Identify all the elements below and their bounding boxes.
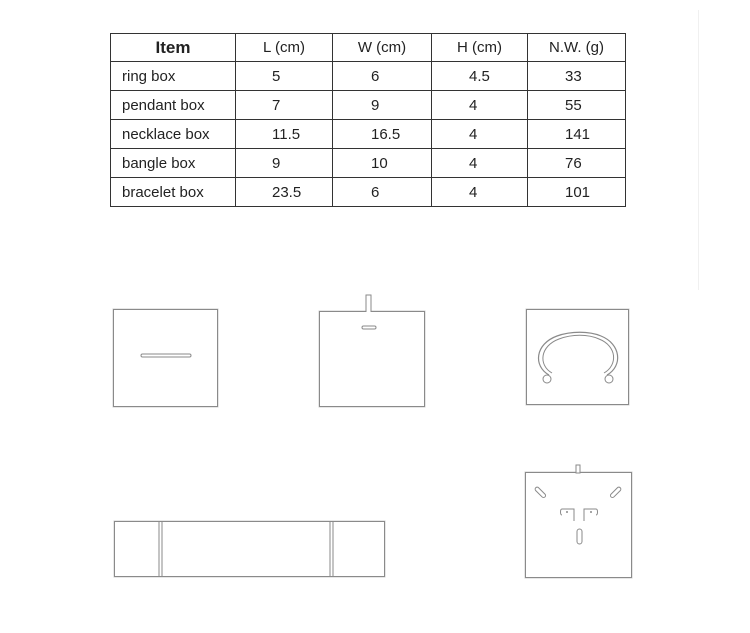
cell-length: 5 [236,62,333,91]
table-row [111,149,626,178]
cell-net-weight: 33 [528,62,626,91]
table-row [111,120,626,149]
cell-height: 4 [432,178,528,207]
cell-net-weight: 76 [528,149,626,178]
table-row [111,178,626,207]
cell-item: bangle box [111,149,236,178]
spec-table [110,33,626,207]
cell-item: bracelet box [111,178,236,207]
bangle-icon [527,310,628,404]
bangle-box-drawing [526,309,629,405]
cell-length: 9 [236,149,333,178]
cell-width: 6 [333,62,432,91]
header-net-weight: N.W. (g) [528,34,626,62]
ring-box-drawing [113,309,218,407]
pendant-hook-icon [320,312,424,406]
cell-item: ring box [111,62,236,91]
necklace-box-drawing [525,472,632,578]
cell-width: 6 [333,178,432,207]
table-header-row [111,34,626,62]
cell-net-weight: 55 [528,91,626,120]
pendant-box-drawing [319,311,425,407]
cell-width: 16.5 [333,120,432,149]
cell-height: 4 [432,91,528,120]
page-edge-line [698,10,699,290]
table-row [111,62,626,91]
cell-net-weight: 101 [528,178,626,207]
bracelet-box-drawing [114,521,385,577]
cell-net-weight: 141 [528,120,626,149]
table-row [111,91,626,120]
header-length: L (cm) [236,34,333,62]
header-item: Item [111,34,236,62]
necklace-hooks-icon [526,473,631,577]
cell-item: pendant box [111,91,236,120]
bracelet-divider-icon [115,522,384,576]
cell-height: 4 [432,149,528,178]
cell-height: 4.5 [432,62,528,91]
cell-width: 9 [333,91,432,120]
cell-length: 23.5 [236,178,333,207]
cell-length: 11.5 [236,120,333,149]
cell-length: 7 [236,91,333,120]
cell-height: 4 [432,120,528,149]
cell-width: 10 [333,149,432,178]
header-height: H (cm) [432,34,528,62]
ring-slot-icon [114,310,217,406]
cell-item: necklace box [111,120,236,149]
header-width: W (cm) [333,34,432,62]
